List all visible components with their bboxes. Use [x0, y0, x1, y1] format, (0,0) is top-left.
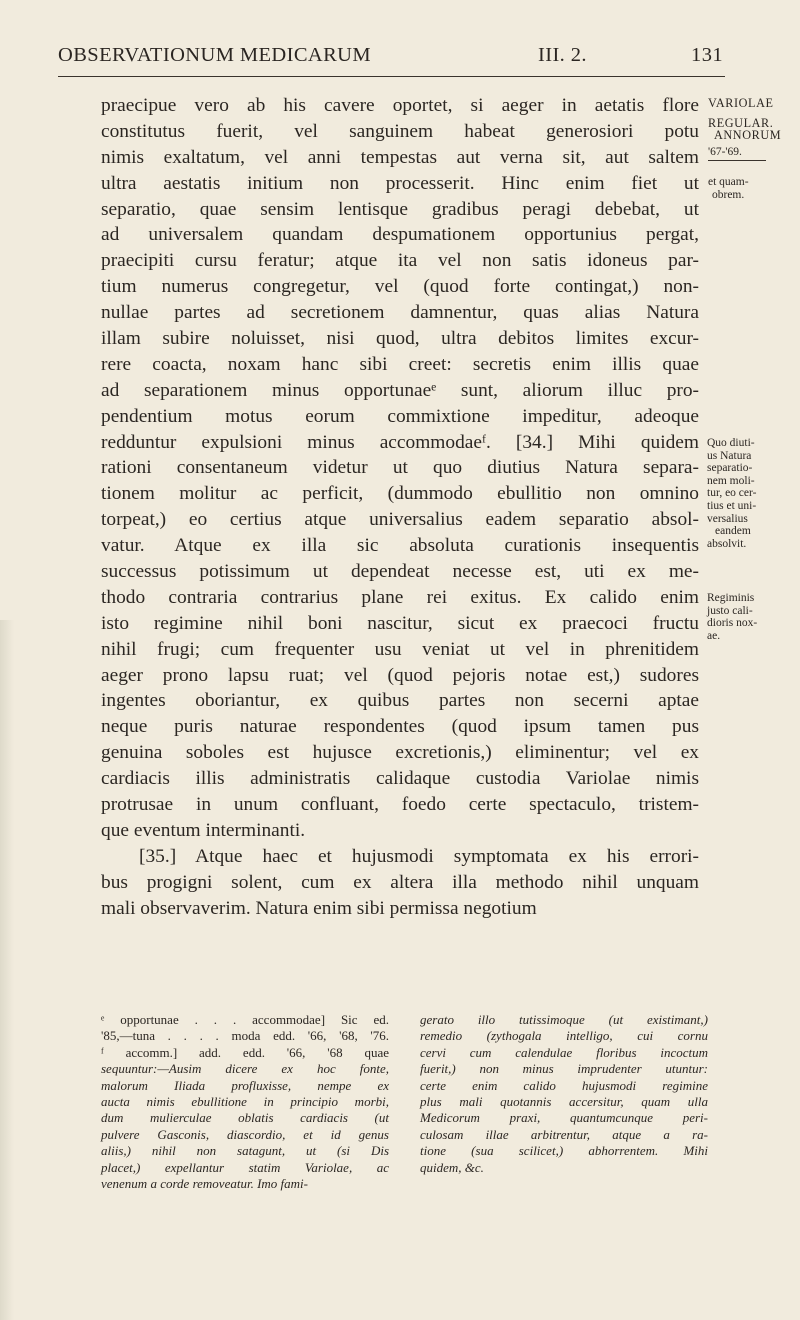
text-line: constitutus fuerit, vel sanguinem habeat generosiori potu	[101, 120, 699, 142]
margin-line: Quo diuti-	[707, 437, 755, 449]
footnotes-left-column	[101, 1012, 389, 1192]
text-line: que eventum interminanti.	[101, 819, 306, 841]
footnote-line: cervi cum calendulae floribus incoctum	[420, 1044, 708, 1060]
margin-note-quo-diutius	[707, 437, 756, 550]
text-line: genuina soboles est hujusce excretionis,) eliminentur; vel ex	[101, 742, 699, 764]
footnote-line: fuerit,) non minus imprudenter utuntur:	[420, 1061, 708, 1077]
margin-line: ae.	[707, 629, 721, 642]
text-line: praecipue vero ab his cavere oportet, si aeger in aetatis flore	[101, 95, 699, 116]
margin-line: eandem	[715, 525, 751, 538]
footnote-line: dum mulierculae oblatis cardiacis (ut	[101, 1110, 389, 1126]
text-line: ad universalem quandam despumationem opportunius pergat,	[101, 224, 699, 246]
text-line: tium numerus congregetur, vel (quod forte contingat,) non-	[101, 276, 699, 298]
footnote-line: ᵉ opportunae . . . accommodae] Sic ed.	[101, 1012, 389, 1027]
main-text	[101, 93, 699, 922]
margin-line: nem moli-	[707, 474, 755, 487]
header-section: III. 2.	[538, 44, 587, 66]
text-line: successus potissimum ut dependeat necesse est, uti ex me-	[101, 561, 699, 583]
running-header	[58, 44, 723, 78]
text-line: neque puris naturae respondentes (quod ipsum tamen pus	[101, 716, 699, 738]
margin-line: '67-'69.	[708, 146, 766, 162]
text-line: mali observaverim. Natura enim sibi permissa negotium	[101, 897, 537, 919]
text-line: bus progigni solent, cum ex altera illa methodo nihil unquam	[101, 871, 699, 893]
text-line: ultra aestatis initium non processerit. Hinc enim fiet ut	[101, 172, 699, 194]
footnote-line: certe enim calido hujusmodi regimine	[420, 1077, 708, 1093]
margin-line: dioris nox-	[707, 617, 758, 630]
text-line: ingentes oboriantur, ex quibus partes non secerni aptae	[101, 690, 699, 712]
text-line: cardiacis illis administratis calidaque custodia Variolae nimis	[101, 768, 699, 790]
margin-line: tur, eo cer-	[707, 487, 757, 500]
margin-note-regiminis	[707, 592, 757, 642]
margin-line: justo cali-	[707, 604, 753, 617]
margin-line: versalius	[707, 512, 748, 525]
header-rule	[58, 76, 725, 77]
footnote-line: tione (sua scilicet,) abhorrentem. Mihi	[420, 1143, 708, 1159]
footnote-line: quidem, &c.	[420, 1159, 484, 1175]
margin-running-title	[708, 97, 781, 161]
footnote-line: plus mali quotannis accersitur, quam ulla	[420, 1093, 708, 1109]
margin-line: Regiminis	[707, 592, 755, 604]
footnote-line: sequuntur:—Ausim dicere ex hoc fonte,	[101, 1061, 389, 1077]
text-line: torpeat,) eo certius atque universalius eadem separatio absol-	[101, 509, 699, 531]
margin-line: obrem.	[712, 188, 745, 201]
text-line: nullae partes ad secretionem damnentur, quas alias Natura	[101, 302, 699, 324]
footnote-line: pulvere Gasconis, diascordio, et id genus	[101, 1126, 389, 1142]
footnote-line: aucta nimis ebullitione in principio morbi,	[101, 1093, 389, 1109]
text-line: vatur. Atque ex illa sic absoluta curationis insequentis	[101, 535, 699, 557]
text-line: pendentium motus eorum commixtione impeditur, adeoque	[101, 405, 699, 427]
text-line: tionem molitur ac perficit, (dummodo ebullitio non omnino	[101, 483, 699, 505]
text-line: nihil frugi; cum frequenter usu veniat ut vel in phrenitidem	[101, 638, 699, 660]
text-line: protrusae in unum confluant, foedo certe spectaculo, tristem-	[101, 794, 699, 816]
text-line: rere coacta, noxam hanc sibi creet: secretis enim illis quae	[101, 353, 699, 375]
margin-note-et-quamobrem	[708, 176, 749, 201]
margin-line: us Natura	[707, 449, 752, 462]
footnote-line: placet,) expellantur statim Variolae, ac	[101, 1159, 389, 1175]
margin-line: tius et uni-	[707, 499, 757, 512]
text-line: separatio, quae sensim lentisque gradibus peragi debebat, ut	[101, 198, 699, 220]
margin-line: et quam-	[708, 176, 749, 188]
footnote-line: malorum Iliada profluxisse, nempe ex	[101, 1077, 389, 1093]
margin-line: ANNORUM	[714, 128, 782, 143]
footnote-line: Medicorum praxi, quantumcunque peri-	[420, 1110, 708, 1126]
footnote-line: venenum a corde removeatur. Imo fami-	[101, 1175, 308, 1191]
footnote-line: remedio (zythogala intelligo, cui cornu	[420, 1028, 708, 1044]
margin-line: separatio-	[707, 462, 753, 475]
page-number: 131	[691, 44, 723, 66]
text-line: praecipiti cursu feratur; atque ita vel non satis idoneus par-	[101, 250, 699, 272]
footnote-line: ᶠ accomm.] add. edd. '66, '68 quae	[101, 1044, 389, 1060]
text-line: thodo contraria contrarius plane rei exitus. Ex calido enim	[101, 586, 699, 608]
margin-line: absolvit.	[707, 537, 747, 550]
margin-line: VARIOLAE	[708, 96, 774, 110]
text-line: nimis exaltatum, vel anni tempestas aut verna sit, aut saltem	[101, 146, 699, 168]
header-title: OBSERVATIONUM MEDICARUM	[58, 44, 372, 66]
binding-shadow	[0, 620, 14, 1320]
footnote-line: gerato illo tutissimoque (ut existimant,)	[420, 1012, 708, 1027]
text-line: ad separationem minus opportunaeᵉ sunt, aliorum illuc pro-	[101, 379, 699, 401]
footnote-line: '85,—tuna . . . . moda edd. '66, '68, '76.	[101, 1028, 389, 1044]
footnote-line: aliis,) nihil non satagunt, ut (si Dis	[101, 1143, 389, 1159]
text-line: [35.] Atque haec et hujusmodi symptomata ex his errori-	[139, 845, 699, 867]
text-line: isto regimine nihil boni nascitur, sicut ex praecoci fructu	[101, 612, 699, 634]
text-line: aeger prono lapsu ruat; vel (quod pejoris notae est,) sudores	[101, 664, 699, 686]
text-line: redduntur expulsioni minus accommodaeᶠ. [34.] Mihi quidem	[101, 431, 699, 453]
footnotes-right-column	[420, 1012, 708, 1176]
margin-line: REGULAR.	[708, 115, 774, 130]
text-line: rationi consentaneum videtur ut quo diutius Natura separa-	[101, 457, 699, 479]
text-line: illam subire noluisset, nisi quod, ultra debitos limites excur-	[101, 328, 699, 350]
footnote-line: culosam illae arbitrentur, atque a ra-	[420, 1126, 708, 1142]
